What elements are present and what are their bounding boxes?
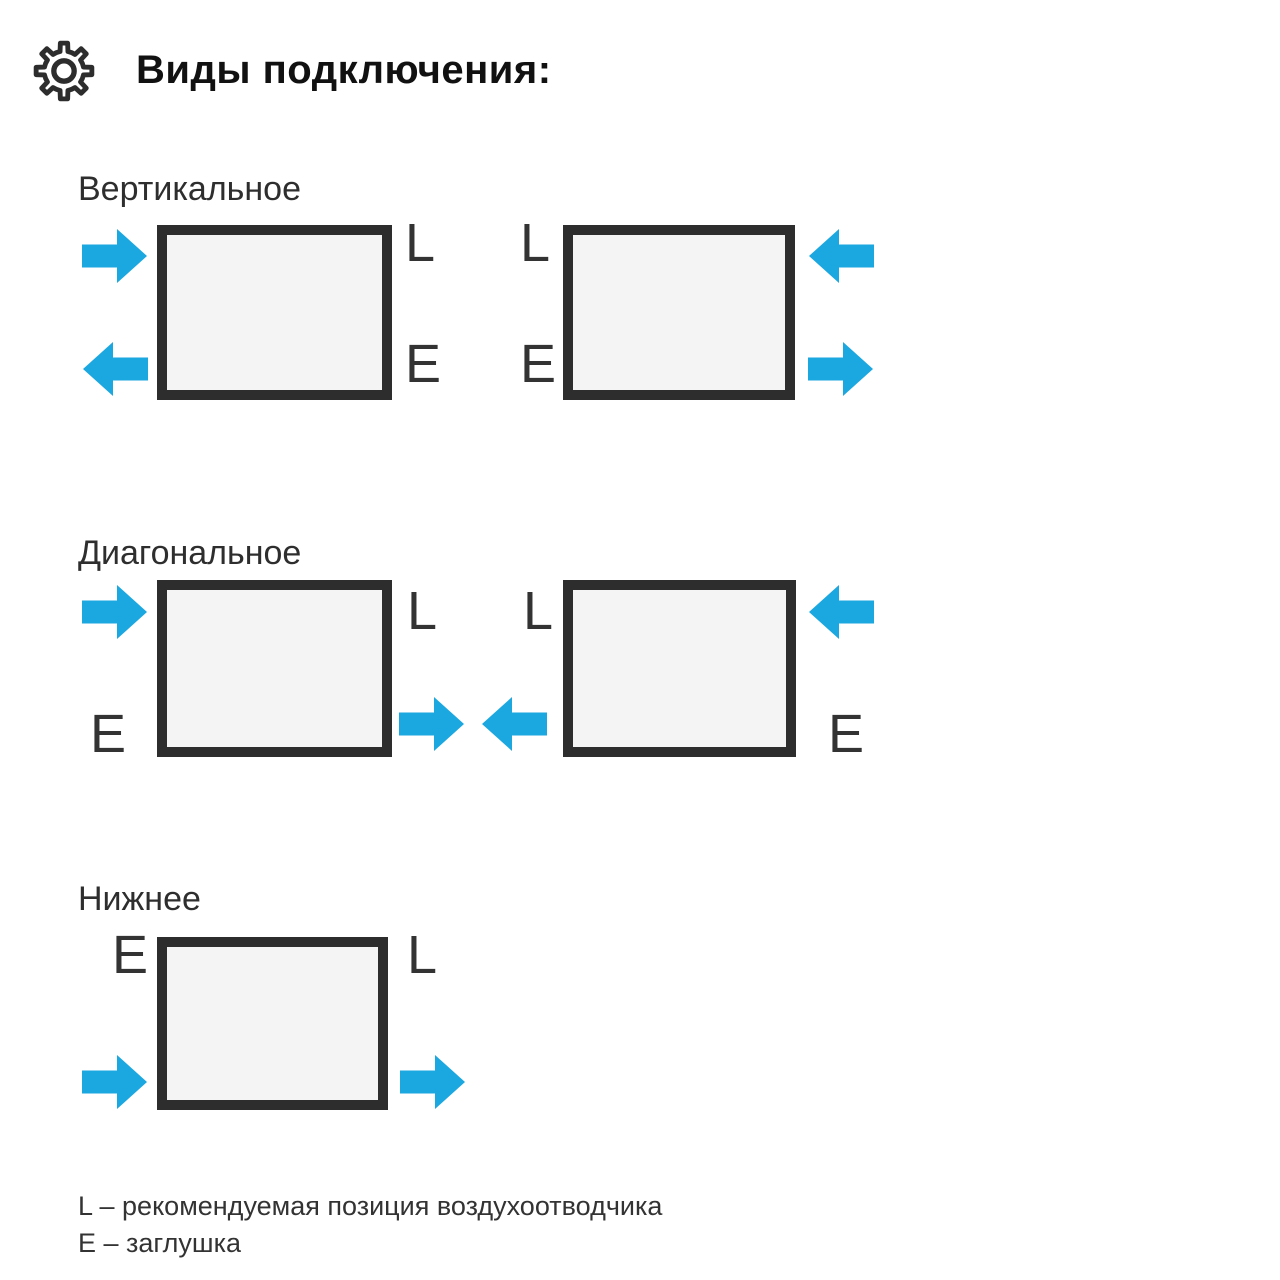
radiator-rect	[563, 225, 795, 400]
inlet-arrow-icon	[82, 228, 148, 284]
port-label-e: E	[520, 334, 557, 394]
radiator-rect	[157, 225, 392, 400]
page-title: Виды подключения:	[136, 48, 552, 92]
port-label-e: E	[112, 925, 149, 985]
port-label-e: E	[828, 704, 865, 764]
section-heading-bottom: Нижнее	[78, 880, 201, 918]
outlet-arrow-icon	[400, 1054, 466, 1110]
port-label-l: L	[523, 581, 554, 641]
gear-icon	[33, 40, 95, 102]
port-label-e: E	[405, 334, 442, 394]
legend-line-e: E – заглушка	[78, 1228, 242, 1258]
port-label-l: L	[520, 213, 551, 273]
section-heading-vertical: Вертикальное	[78, 170, 301, 208]
outlet-arrow-icon	[399, 696, 465, 752]
radiator-rect	[157, 580, 392, 757]
section-heading-diagonal: Диагональное	[78, 534, 302, 572]
port-label-l: L	[405, 213, 436, 273]
legend-line-l: L – рекомендуемая позиция воздухоотводчика	[78, 1191, 663, 1221]
port-label-e: E	[90, 704, 127, 764]
port-label-l: L	[407, 581, 438, 641]
outlet-arrow-icon	[82, 341, 148, 397]
inlet-arrow-icon	[808, 584, 874, 640]
legend	[78, 1188, 662, 1262]
port-label-l: L	[407, 925, 438, 985]
radiator-rect	[157, 937, 388, 1110]
outlet-arrow-icon	[808, 341, 874, 397]
radiator-rect	[563, 580, 796, 757]
inlet-arrow-icon	[82, 584, 148, 640]
inlet-arrow-icon	[82, 1054, 148, 1110]
inlet-arrow-icon	[808, 228, 874, 284]
outlet-arrow-icon	[481, 696, 547, 752]
